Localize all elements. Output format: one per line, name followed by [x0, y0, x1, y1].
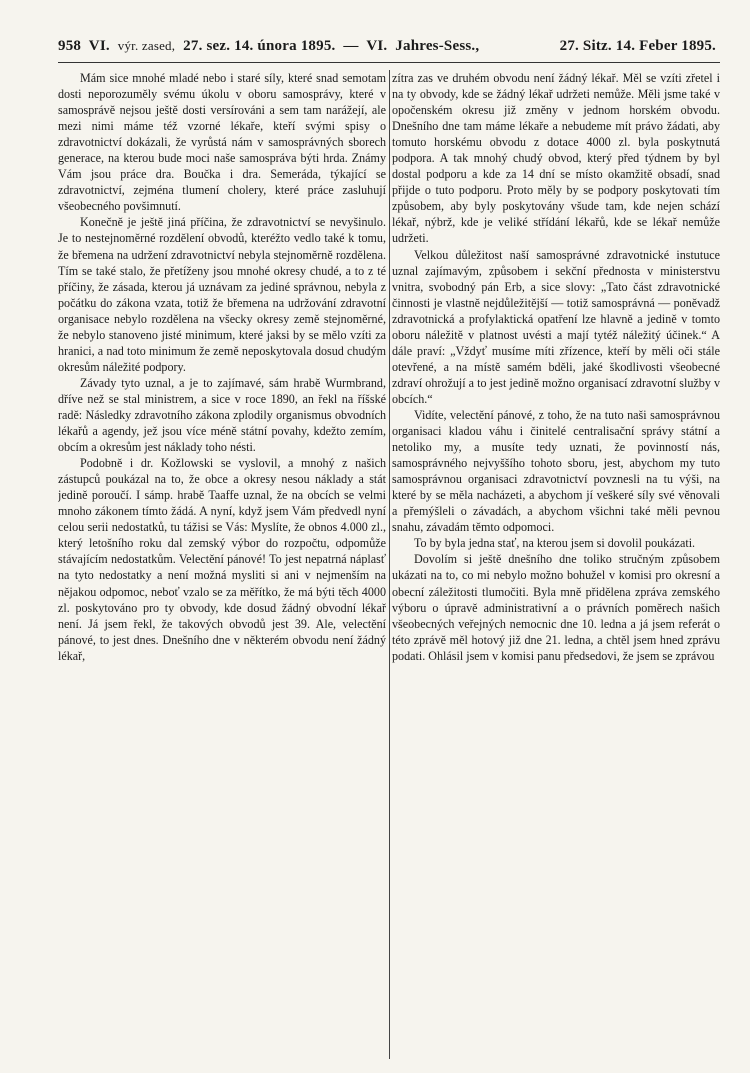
paragraph: To by byla jedna stať, na kterou jsem si dovolil poukázati. — [414, 536, 696, 551]
paragraph: Závady tyto uznal, a je to zajímavé, sám hrabě Wurmbrand, dříve než se stal ministrem, a sice v roce 1890, an řekl na říšské radě: Následky zdravotního zákona zplodily organismus obvodních lékařů a agendy, jež jsou více méně státní povahy, kdežto zemím, obcím a okresům jest náklady toho nésti. — [58, 375, 386, 455]
header-right — [560, 38, 720, 55]
right-column — [392, 70, 720, 1059]
paragraph: Vidíte, velectění pánové, z toho, že na tuto naši samosprávnou organisaci kladou váhu i činitelé centralisační správy státní a netoliko my, a musíte tedy uznati, že povinností nás, samosprávného nejvyššího tohoto sboru, jest, abychom my tuto samosprávnou organisaci zdravotnictví povznesli na tu výši, na které by se měla nacházeti, a abychom jí veškeré síly své věnovali a přemýšleli o závadách, a abychom všichni také měli pevnou snahu, závadám těmto odpomoci. — [392, 407, 720, 535]
header-dash: — — [343, 38, 359, 54]
paragraph: Mám sice mnohé mladé nebo i staré síly, které snad semotam dosti neporozuměly svému úkolu v oboru samosprávy, které v samosprávě nejsou ještě dosti versírováni a sem tam narážejí, ale mezi nimi máme též vzorné lékaře, kteří svými spisy o zdravotnictví dokázali, že vyrůstá nám v samosprávných sborech generace, na kterou bude moci naše samospráva býti hrda. Známy Vám jsou práce dra. Boučka i dra. Semeráda, týkající se zdravotnictví, zejména tlumení cholery, které práce zasluhují všeobecného povšimnutí. — [58, 71, 386, 214]
column-divider — [389, 70, 390, 1059]
header-roman-left: VI. — [88, 38, 110, 54]
left-column — [58, 70, 386, 1059]
text-columns — [58, 70, 720, 1059]
paragraph: Podobně i dr. Kožlowski se vyslovil, a mnohý z našich zástupců poukázal na to, že obce a okresy nesou náklady a stát jedině poroučí. I sámp. hrabě Taaffe uznal, že na obcích se velmi mnoho zákonem tímto žádá. A nyní, když jsem Vám předvedl nyní celou serii nedostatků, tu tážisi se Vás: Myslíte, že obnos 4.000 zl., který letošního roku dal zemský výbor do rozpočtu, odpomůže stávajícím nedostatkům. Velectění pánové! To jest nepatrná náplasť na tyto nedostatky a není možná mysliti si ani v nejmenším na nějakou odpomoc, neboť vzalo se za měřítko, že má býti těch 4000 zl. poskytováno pro ty obvody, kde dosud žádný obvodní lékař není. Já jsem řekl, že takových obvodů jest 39. Ale, velectění pánové, to jest dnes. Dnešního dne v některém obvodu není žádný lékař, — [58, 456, 386, 663]
header-meeting-right: 27. Sitz. 14. Feber 1895. — [559, 38, 716, 54]
page-header — [58, 38, 720, 55]
header-session-left: výr. zased, — [117, 38, 176, 53]
header-roman-right: VI. — [366, 38, 388, 54]
header-rule — [58, 62, 720, 63]
header-left — [58, 38, 483, 55]
header-session-right: Jahres-Sess., — [395, 38, 480, 54]
header-meeting-left: 27. sez. 14. února 1895. — [183, 38, 336, 54]
paragraph: zítra zas ve druhém obvodu není žádný lékař. Měl se vzíti zřetel i na ty obvody, kde se žádný lékař udržeti nemůže. Měli jsme také v opočenském okresu již změny v jednom horském obvodu. Dnešního dne tam máme lékaře a nebudeme mít právo žádati, aby tomuto horskému obvodu z dotace 4000 zl. byla poskytnutá podpora. A tak mnohý chudý obvod, který před týdnem by byl dostal podporu a kde za 14 dní se místo okamžitě obsadí, snad přijde o tuto podporu. Proto měly by se podpory poskytovati tím způsobem, aby byly poskytovány všude tam, kde nejen schází lékař, nýbrž, kde je veliké střídání lékařů, kde se lékař nemůže udržeti. — [392, 71, 720, 246]
paragraph: Velkou důležitost naší samosprávné zdravotnické instutuce uznal zajímavým, způsobem i sekční přednosta v ministerstvu vnitra, svobodný pán Erb, a sice slovy: „Tato část zdravotnické činnosti je vlastně nejdůležitější — totiž samosprávná — poněvadž zdravotnická a profylaktická opatření lze hlavně a jedině v tomto oboru náležitě v platnost uvésti a mají tytéž náležitý účinek.“ A dále praví: „Vždyť musíme míti zřízence, kteří by měli oči stále otevřené, a na místě samém bděli, jaké škodlivosti všeobecné zdraví ohrožují a to jest jedině možno organisací zdravotní služby v obcích.“ — [392, 247, 720, 406]
paragraph: Dovolím si ještě dnešního dne toliko stručným způsobem ukázati na to, co mi nebylo možno bohužel v komisi pro okresní a obecní záležitosti tlumočiti. Byla mně přidělena zpráva zemského výboru o úpravě administrativní a o právních poměrech našich všeobecných veřejných nemocnic dne 10. ledna a já jsem referát o této zprávě měl hotový již dne 21. ledna, a chtěl jsem hned zprávu podati. Ohlásil jsem v komisi panu předsedovi, že jsem se zprávou — [392, 552, 720, 663]
paragraph: Konečně je ještě jiná příčina, že zdravotnictví se nevyšinulo. Je to nestejnoměrné rozdělení obvodů, kteréžto vedlo také k tomu, že břemena na udržení zdravotnictví nebyla stejnoměrně rozdělena. Tím se také stalo, že přetíženy jsou mnohé okresy chudé, a to z té příčiny, že zásada, kterou já uznávam za jediné správnou, nebyla z počátku do zákona vzata, totiž že břemena na udržování zdravotní organisace nebylo rozdělena na všecky okresy země stejnoměrné, že nebylo stanoveno jisté minimum, které jaksi by se mělo vzíti za hranici, a nad toto minimum že země neposkytovala dosud chudým okresům náležité podpory. — [58, 215, 386, 374]
page-number: 958 — [58, 38, 82, 54]
